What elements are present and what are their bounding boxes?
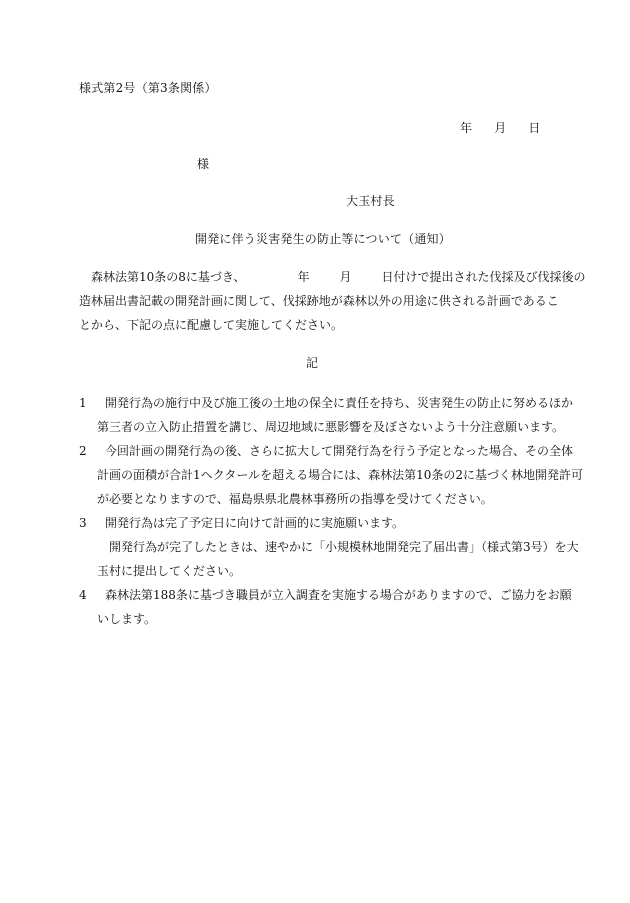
item-number: 2 xyxy=(79,444,87,458)
date-month: 月 xyxy=(494,121,507,135)
item-number: 1 xyxy=(79,396,87,410)
list-item xyxy=(79,391,574,415)
list-item xyxy=(79,583,572,607)
list-item-continuation: 第三者の立入防止措置を講じ、周辺地域に悪影響を及ぼさないよう十分注意願います。 xyxy=(97,420,565,434)
date-year: 年 xyxy=(460,121,473,135)
item-number: 4 xyxy=(79,588,87,602)
body-line-2: 造林届出書記載の開発計画に関して、伐採跡地が森林以外の用途に供される計画であるこ xyxy=(79,294,559,308)
item-line: 開発行為は完了予定日に向けて計画的に実施願います。 xyxy=(105,516,405,530)
item-line: 今回計画の開発行為の後、さらに拡大して開発行為を行う予定となった場合、その全体 xyxy=(105,444,574,458)
list-item-continuation: 玉村に提出してください。 xyxy=(97,564,242,578)
body-line-1 xyxy=(79,265,586,289)
sender: 大玉村長 xyxy=(346,194,395,208)
date-line xyxy=(438,120,541,136)
body-paragraph xyxy=(79,265,586,337)
list-item-continuation: 開発行為が完了したときは、速やかに「小規模林地開発完了届出書」（様式第3号）を大 xyxy=(109,540,579,554)
date-day: 日 xyxy=(528,121,541,135)
list-item xyxy=(79,439,574,463)
item-line: 開発行為の施行中及び施工後の土地の保全に責任を持ち、災害発生の防止に努めるほか xyxy=(105,396,574,410)
addressee: 様 xyxy=(197,157,210,171)
body-line-3: とから、下記の点に配慮して実施してください。 xyxy=(79,318,344,332)
ki-heading: 記 xyxy=(306,356,319,370)
item-number: 3 xyxy=(79,516,87,530)
list-item-continuation: 計画の面積が合計1ヘクタールを超える場合には、森林法第10条の2に基づく林地開発許可 xyxy=(97,468,584,482)
item-line: 森林法第188条に基づき職員が立入調査を実施する場合がありますので、ご協力をお願 xyxy=(105,588,572,602)
list-item-continuation: いします。 xyxy=(97,612,157,626)
body-line-1-month: 月 xyxy=(339,270,352,284)
list-item-continuation: が必要となりますので、福島県県北農林事務所の指導を受けてください。 xyxy=(97,492,493,506)
form-label: 様式第2号（第3条関係） xyxy=(79,81,217,95)
document-title: 開発に伴う災害発生の防止等について（通知） xyxy=(195,232,451,246)
body-line-1a: 森林法第10条の8に基づき、 xyxy=(91,270,246,284)
body-line-1-year: 年 xyxy=(297,270,310,284)
body-line-1b: 日付けで提出された伐採及び伐採後の xyxy=(381,270,586,284)
items-list xyxy=(79,391,584,631)
list-item xyxy=(79,511,554,535)
